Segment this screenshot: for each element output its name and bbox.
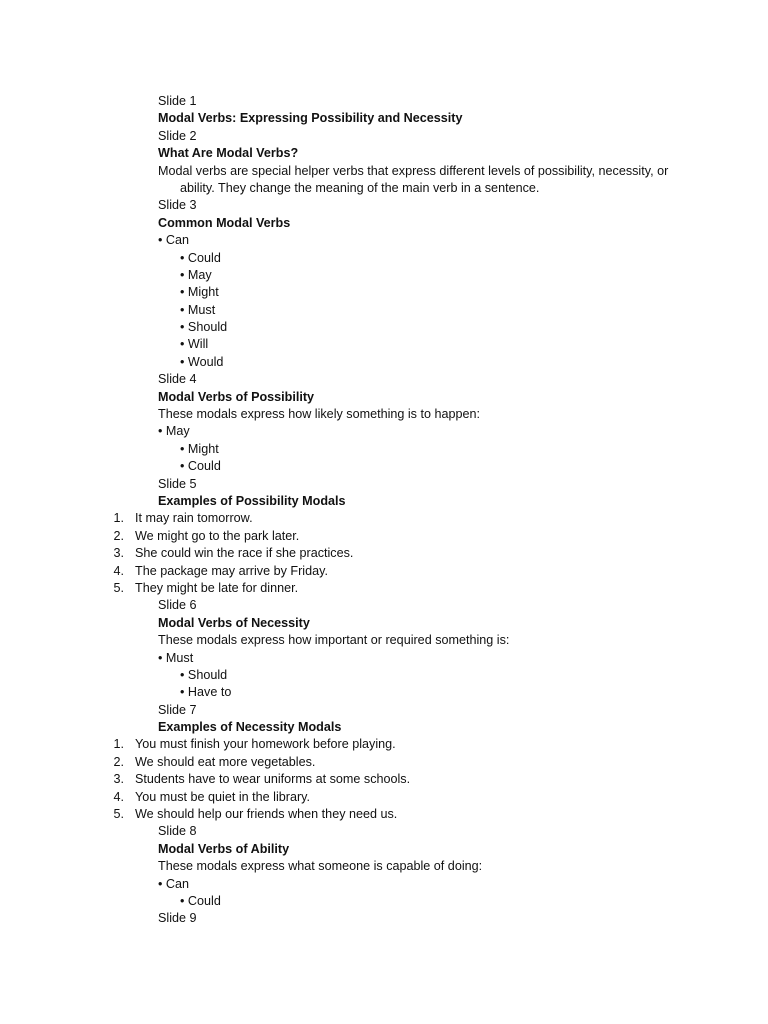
bullet-text: May — [165, 424, 190, 439]
bullet-glyph: • — [158, 876, 163, 891]
item-number: 4. — [113, 789, 124, 804]
item-text: The package may arrive by Friday. — [135, 563, 328, 578]
slide-7-label: Slide 7 — [158, 702, 197, 717]
bullet-glyph: • — [180, 893, 185, 908]
item-text: You must be quiet in the library. — [135, 789, 311, 804]
numbered-item — [0, 510, 768, 527]
slide-7-title: Examples of Necessity Modals — [158, 720, 342, 735]
bullet-item — [0, 458, 768, 475]
item-number: 2. — [113, 754, 124, 769]
numbered-item — [0, 545, 768, 562]
item-number: 5. — [113, 580, 124, 595]
bullet-text: Could — [187, 893, 221, 908]
bullet-item — [0, 667, 768, 684]
slide-1-title: Modal Verbs: Expressing Possibility and Necessity — [158, 111, 463, 126]
bullet-text: Can — [165, 233, 190, 248]
bullet-item — [0, 336, 768, 353]
item-number: 2. — [113, 528, 124, 543]
bullet-glyph: • — [180, 267, 185, 282]
bullet-glyph: • — [180, 459, 185, 474]
bullet-text: Would — [187, 354, 224, 369]
bullet-item — [0, 354, 768, 371]
bullet-glyph: • — [180, 320, 185, 335]
item-number: 1. — [113, 511, 124, 526]
slide-2-label: Slide 2 — [158, 128, 197, 143]
bullet-item — [0, 319, 768, 336]
bullet-item — [0, 284, 768, 301]
item-number: 4. — [113, 563, 124, 578]
bullet-item — [0, 250, 768, 267]
bullet-item — [0, 876, 768, 893]
slide-9-label: Slide 9 — [158, 911, 197, 926]
item-number: 1. — [113, 737, 124, 752]
bullet-item — [0, 267, 768, 284]
numbered-item — [0, 771, 768, 788]
slide-2-title: What Are Modal Verbs? — [158, 146, 299, 161]
bullet-text: Must — [187, 302, 216, 317]
item-text: She could win the race if she practices. — [135, 546, 354, 561]
item-text: We should eat more vegetables. — [135, 754, 316, 769]
slide-4-title: Modal Verbs of Possibility — [158, 389, 315, 404]
bullet-text: Must — [165, 650, 194, 665]
slide-3-label: Slide 3 — [158, 198, 197, 213]
slide-6-title: Modal Verbs of Necessity — [158, 615, 310, 630]
bullet-item — [0, 893, 768, 910]
bullet-text: Could — [187, 459, 221, 474]
bullet-glyph: • — [180, 354, 185, 369]
bullet-item — [0, 441, 768, 458]
item-text: We might go to the park later. — [135, 528, 300, 543]
document-page — [0, 93, 768, 928]
slide-4-label: Slide 4 — [158, 372, 197, 387]
bullet-text: Could — [187, 250, 221, 265]
slide-5-title: Examples of Possibility Modals — [158, 493, 346, 508]
bullet-glyph: • — [180, 302, 185, 317]
bullet-item — [0, 650, 768, 667]
bullet-item — [0, 684, 768, 701]
bullet-glyph: • — [180, 337, 185, 352]
item-text: You must finish your homework before playing. — [135, 737, 396, 752]
item-text: Students have to wear uniforms at some schools. — [135, 772, 411, 787]
bullet-item — [0, 232, 768, 249]
slide-2-paragraph-line-2: ability. They change the meaning of the main verb in a sentence. — [180, 180, 540, 195]
bullet-text: Should — [187, 667, 228, 682]
bullet-glyph: • — [180, 667, 185, 682]
item-number: 3. — [113, 772, 124, 787]
bullet-text: Might — [187, 285, 219, 300]
bullet-text: Have to — [187, 685, 232, 700]
bullet-text: Will — [187, 337, 209, 352]
slide-5-label: Slide 5 — [158, 476, 197, 491]
bullet-item — [0, 423, 768, 440]
bullet-text: Might — [187, 441, 219, 456]
bullet-glyph: • — [158, 650, 163, 665]
numbered-item — [0, 528, 768, 545]
numbered-item — [0, 806, 768, 823]
bullet-glyph: • — [180, 285, 185, 300]
slide-3-title: Common Modal Verbs — [158, 215, 291, 230]
bullet-text: May — [187, 267, 212, 282]
bullet-glyph: • — [180, 685, 185, 700]
numbered-item — [0, 754, 768, 771]
bullet-glyph: • — [158, 424, 163, 439]
numbered-item — [0, 736, 768, 753]
numbered-item — [0, 563, 768, 580]
item-text: They might be late for dinner. — [135, 580, 299, 595]
item-number: 5. — [113, 807, 124, 822]
bullet-glyph: • — [180, 250, 185, 265]
bullet-glyph: • — [180, 441, 185, 456]
slide-8-intro: These modals express what someone is capable of doing: — [158, 859, 483, 874]
slide-8-title: Modal Verbs of Ability — [158, 841, 290, 856]
bullet-text: Can — [165, 876, 190, 891]
bullet-text: Should — [187, 320, 228, 335]
slide-4-intro: These modals express how likely something is to happen: — [158, 407, 481, 422]
item-number: 3. — [113, 546, 124, 561]
item-text: We should help our friends when they need us. — [135, 807, 398, 822]
numbered-item — [0, 789, 768, 806]
slide-8-label: Slide 8 — [158, 824, 197, 839]
slide-2-paragraph-line-1: Modal verbs are special helper verbs that express different levels of possibility, necessity, or — [158, 163, 669, 178]
bullet-item — [0, 302, 768, 319]
slide-1-label: Slide 1 — [158, 94, 197, 108]
slide-6-label: Slide 6 — [158, 598, 197, 613]
item-text: It may rain tomorrow. — [135, 511, 253, 526]
bullet-glyph: • — [158, 233, 163, 248]
slide-6-intro: These modals express how important or required something is: — [158, 633, 510, 648]
numbered-item — [0, 580, 768, 597]
